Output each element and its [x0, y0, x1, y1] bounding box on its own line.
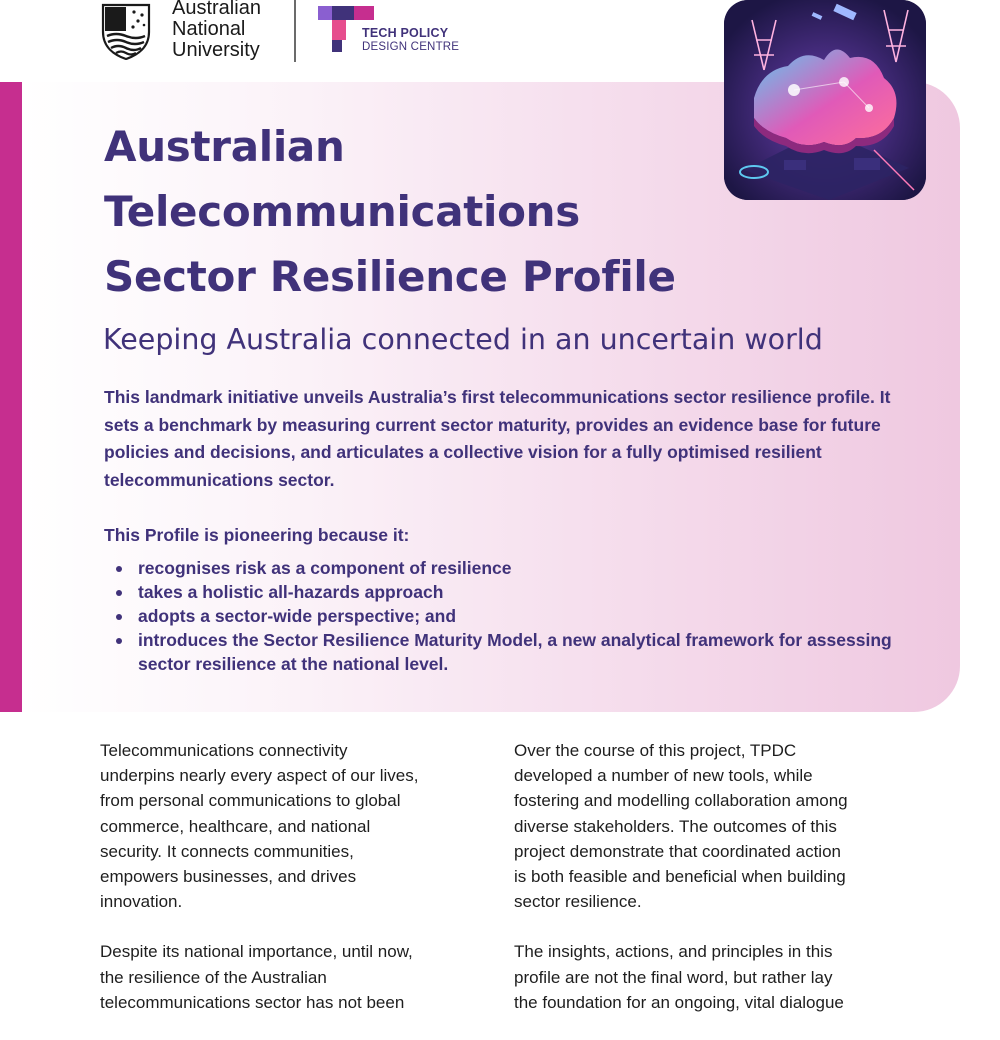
- bullet-dot-icon: [116, 614, 122, 620]
- bullet-text: introduces the Sector Resilience Maturity Model, a new analytical framework for assessing sector resilience at the national level.: [138, 630, 892, 674]
- body-paragraph: The insights, actions, and principles in this profile are not the final word, but rather lay the foundation for an ongoing, vital dialogue: [514, 942, 844, 1012]
- page-title: Australian Telecommunications Sector Resilience Profile: [104, 122, 676, 301]
- hero-illustration: [724, 0, 926, 200]
- bullet-dot-icon: [116, 638, 122, 644]
- pioneering-bullet-list: [104, 556, 904, 676]
- logo-divider: [294, 0, 296, 62]
- university-name: Australian National University: [172, 0, 261, 61]
- tpdc-wordmark-line2: DESIGN CENTRE: [362, 41, 460, 53]
- bullet-text: recognises risk as a component of resilience: [138, 558, 512, 578]
- anu-crest-logo: [100, 2, 152, 60]
- bullet-text: adopts a sector-wide perspective; and: [138, 606, 457, 626]
- list-item: [104, 580, 904, 604]
- australia-network-illustration: [724, 0, 926, 200]
- tpdc-wordmark-line1: TECH POLICY: [362, 26, 449, 40]
- list-item: [104, 628, 904, 676]
- intro-paragraph: This landmark initiative unveils Australia’s first telecommunications sector resilience profile. It sets a benchmark by measuring current sector maturity, provides an evidence base for future policies and decisions, and articulates a collective vision for a fully optimised resilient telecommunications sector.: [104, 387, 891, 490]
- body-paragraph: Telecommunications connectivity underpins nearly every aspect of our lives, from personal communications to global commerce, healthcare, and national security. It connects communities, empowers businesses, and drives innovation.: [100, 741, 419, 912]
- list-item: [104, 604, 904, 628]
- accent-side-bar: [0, 82, 22, 712]
- body-column-right: [514, 738, 894, 1040]
- bullet-text: takes a holistic all-hazards approach: [138, 582, 444, 602]
- body-column-left: [100, 738, 470, 1040]
- list-item: [104, 556, 904, 580]
- bullet-dot-icon: [116, 566, 122, 572]
- bullet-dot-icon: [116, 590, 122, 596]
- tpdc-wordmark: [362, 26, 459, 54]
- page-subtitle: Keeping Australia connected in an uncertain world: [103, 323, 823, 356]
- body-paragraph: Over the course of this project, TPDC developed a number of new tools, while fostering and modelling collaboration among diverse stakeholders. The outcomes of this project demonstrate that coordinated action is both feasible and beneficial when building sector resilience.: [514, 741, 848, 912]
- bullets-lead-in: This Profile is pioneering because it:: [104, 525, 410, 545]
- body-paragraph: Despite its national importance, until now, the resilience of the Australian telecommunications sector has not been: [100, 942, 413, 1012]
